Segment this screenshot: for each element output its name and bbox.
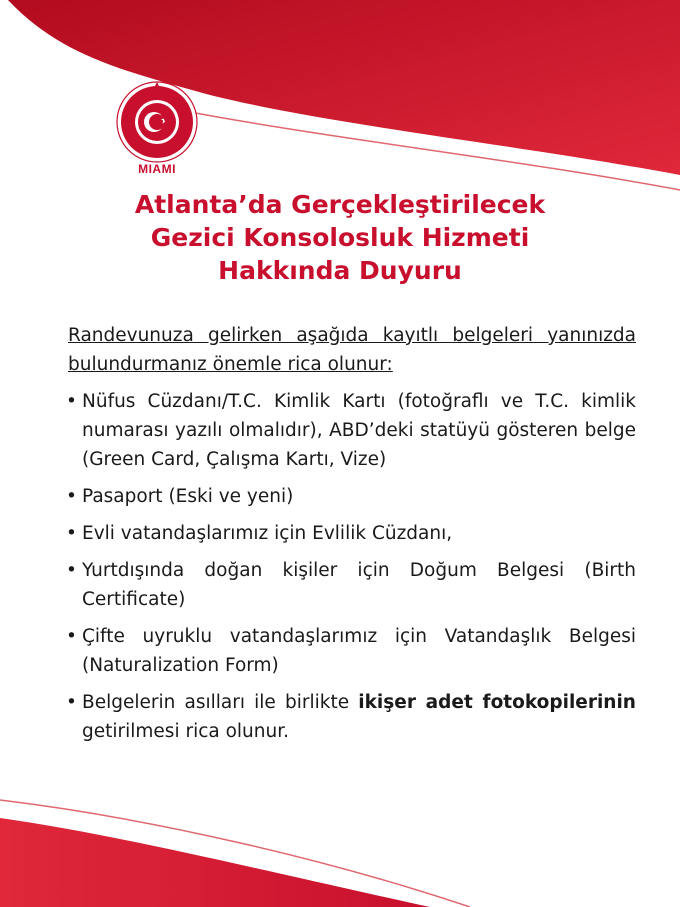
list-item [66, 482, 636, 511]
title-line-2: Gezici Konsolosluk Hizmeti [150, 223, 530, 252]
title-line-1: Atlanta’da Gerçekleştirilecek [134, 190, 546, 219]
list-item-text: Pasaport (Eski ve yeni) [82, 486, 294, 507]
bullet-icon: • [66, 560, 77, 581]
announcement-body [68, 321, 636, 754]
list-item-text: Evli vatandaşlarımız için Evlilik Cüzdanı, [82, 523, 453, 544]
list-item-text-bold: ikişer adet fotokopilerinin [358, 692, 636, 713]
bullet-icon: • [66, 626, 77, 647]
bullet-icon: • [66, 391, 77, 412]
crescent-star-seal-icon [110, 78, 204, 168]
list-item-text-before: Belgelerin asılları ile birlikte [82, 692, 359, 713]
list-item [66, 556, 636, 614]
list-item-text: Nüfus Cüzdanı/T.C. Kimlik Kartı (fotoğraflı ve T.C. kimlik numarası yazılı olmalıdır), ABD’deki statüyü gösteren belge (Green Card, Çalışma Kartı, Vize) [82, 391, 636, 470]
list-item [66, 387, 636, 474]
list-item-text: Çifte uyruklu vatandaşlarımız için Vatandaşlık Belgesi (Naturalization Form) [82, 626, 636, 676]
intro-text: Randevunuza gelirken aşağıda kayıtlı belgeleri yanınızda bulundurmanız önemle rica olunur: [68, 325, 636, 375]
list-item [66, 622, 636, 680]
required-documents-list [68, 387, 636, 746]
bullet-icon: • [66, 692, 77, 713]
list-item-text: Yurtdışında doğan kişiler için Doğum Belgesi (Birth Certificate) [82, 560, 636, 610]
title-line-3: Hakkında Duyuru [218, 256, 462, 285]
bottom-red-swoosh [0, 818, 430, 907]
list-item [66, 688, 636, 746]
bullet-icon: • [66, 523, 77, 544]
announcement-title [40, 188, 640, 287]
list-item-text-after: getirilmesi rica olunur. [82, 721, 290, 742]
bullet-icon: • [66, 486, 77, 507]
list-item [66, 519, 636, 548]
top-red-swoosh [8, 0, 680, 175]
logo-caption: MIAMI [138, 162, 176, 176]
